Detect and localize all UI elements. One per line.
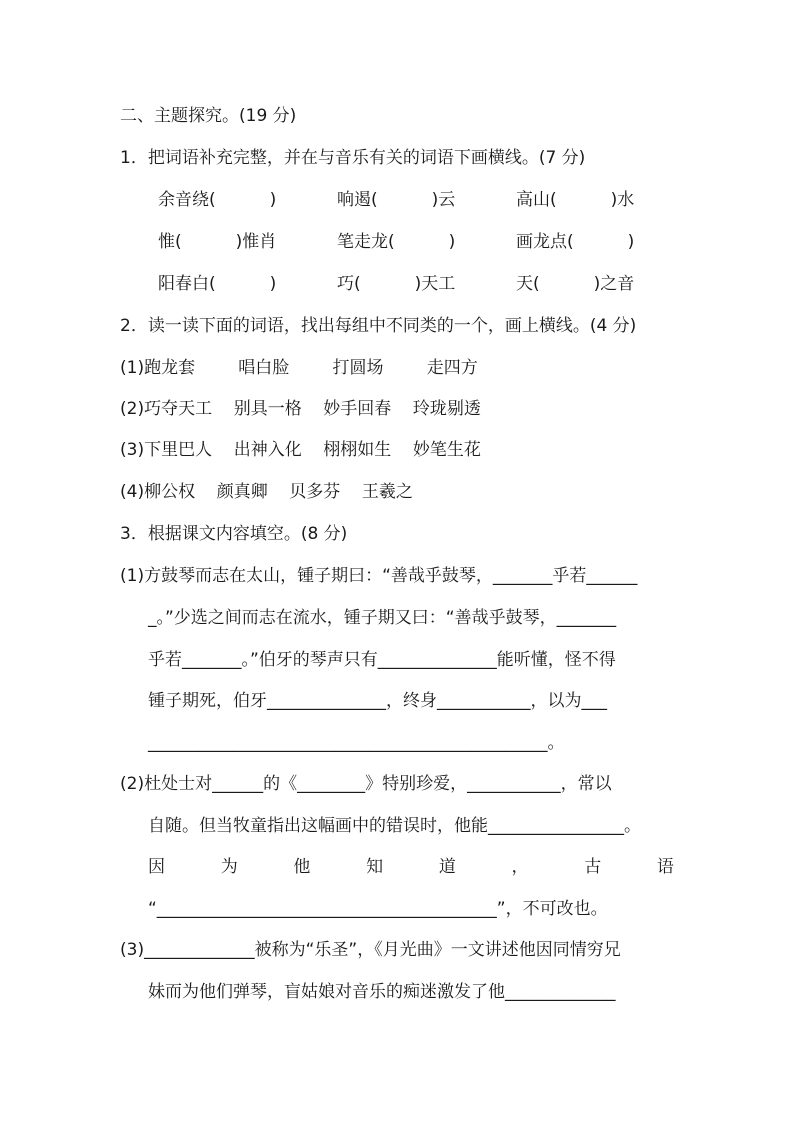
q2-group: (4)柳公权 颜真卿 贝多芬 王羲之 — [120, 482, 413, 502]
q3-p3-line: 妹而为他们弹琴，盲姑娘对音乐的痴迷激发了他_____________ — [148, 982, 616, 1002]
q2-title: 2．读一读下面的词语，找出每组中不同类的一个，画上横线。(4 分) — [120, 316, 637, 336]
q1-item: 笔走龙( ) — [337, 232, 456, 252]
q3-p2-line: 自随。但当牧童指出这幅画中的错误时，他能________________。 — [148, 816, 641, 836]
q3-p1-line: (1)方鼓琴而志在太山，锺子期曰：“善哉乎鼓琴，_______乎若______ — [120, 566, 638, 586]
q3-p1-line: _______________________________________________。 — [148, 733, 565, 753]
q1-title: 1．把词语补充完整，并在与音乐有关的词语下画横线。(7 分) — [120, 148, 586, 168]
q3-p1-line: 锺子期死，伯牙______________，终身___________，以为___ — [148, 691, 607, 711]
char: 古 — [584, 857, 602, 877]
q2-group: (2)巧夺天工 别具一格 妙手回春 玲珑剔透 — [120, 399, 481, 419]
q3-p1-line: _。”少选之间而志在流水，锺子期又曰：“善哉乎鼓琴，_______ — [148, 608, 617, 628]
char: 为 — [220, 857, 238, 877]
q3-p2-spaced-line — [148, 857, 674, 877]
char: 知 — [366, 857, 384, 877]
q3-p2-line: “________________________________________”，不可改也。 — [148, 899, 608, 919]
q1-item: 画龙点( ) — [516, 232, 635, 252]
q1-item: 余音绕( ) — [158, 190, 277, 210]
q3-title: 3．根据课文内容填空。(8 分) — [120, 524, 348, 544]
q1-item: 响遏( )云 — [337, 190, 456, 210]
char: 道 — [438, 857, 456, 877]
q3-p3-line: (3)_____________被称为“乐圣”，《月光曲》一文讲述他因同情穷兄 — [120, 940, 621, 960]
section-title: 二、主题探究。(19 分) — [120, 106, 297, 126]
char: 因 — [148, 857, 165, 877]
q2-group: (3)下里巴人 出神入化 栩栩如生 妙笔生花 — [120, 440, 481, 460]
q1-item: 高山( )水 — [516, 190, 635, 210]
q1-item: 巧( )天工 — [337, 274, 456, 294]
char: 语 — [656, 857, 674, 877]
q3-p2-line: (2)杜处士对______的《________》特别珍爱，___________，常以 — [120, 774, 612, 794]
char: ， — [511, 857, 529, 877]
q3-p1-line: 乎若_______。”伯牙的琴声只有______________能听懂，怪不得 — [148, 650, 616, 670]
q1-item: 阳春白( ) — [158, 274, 277, 294]
q1-item: 天( )之音 — [516, 274, 635, 294]
q2-group: (1)跑龙套 唱白脸 打圆场 走四方 — [120, 358, 478, 378]
char: 他 — [293, 857, 311, 877]
q1-item: 惟( )惟肖 — [158, 232, 277, 252]
